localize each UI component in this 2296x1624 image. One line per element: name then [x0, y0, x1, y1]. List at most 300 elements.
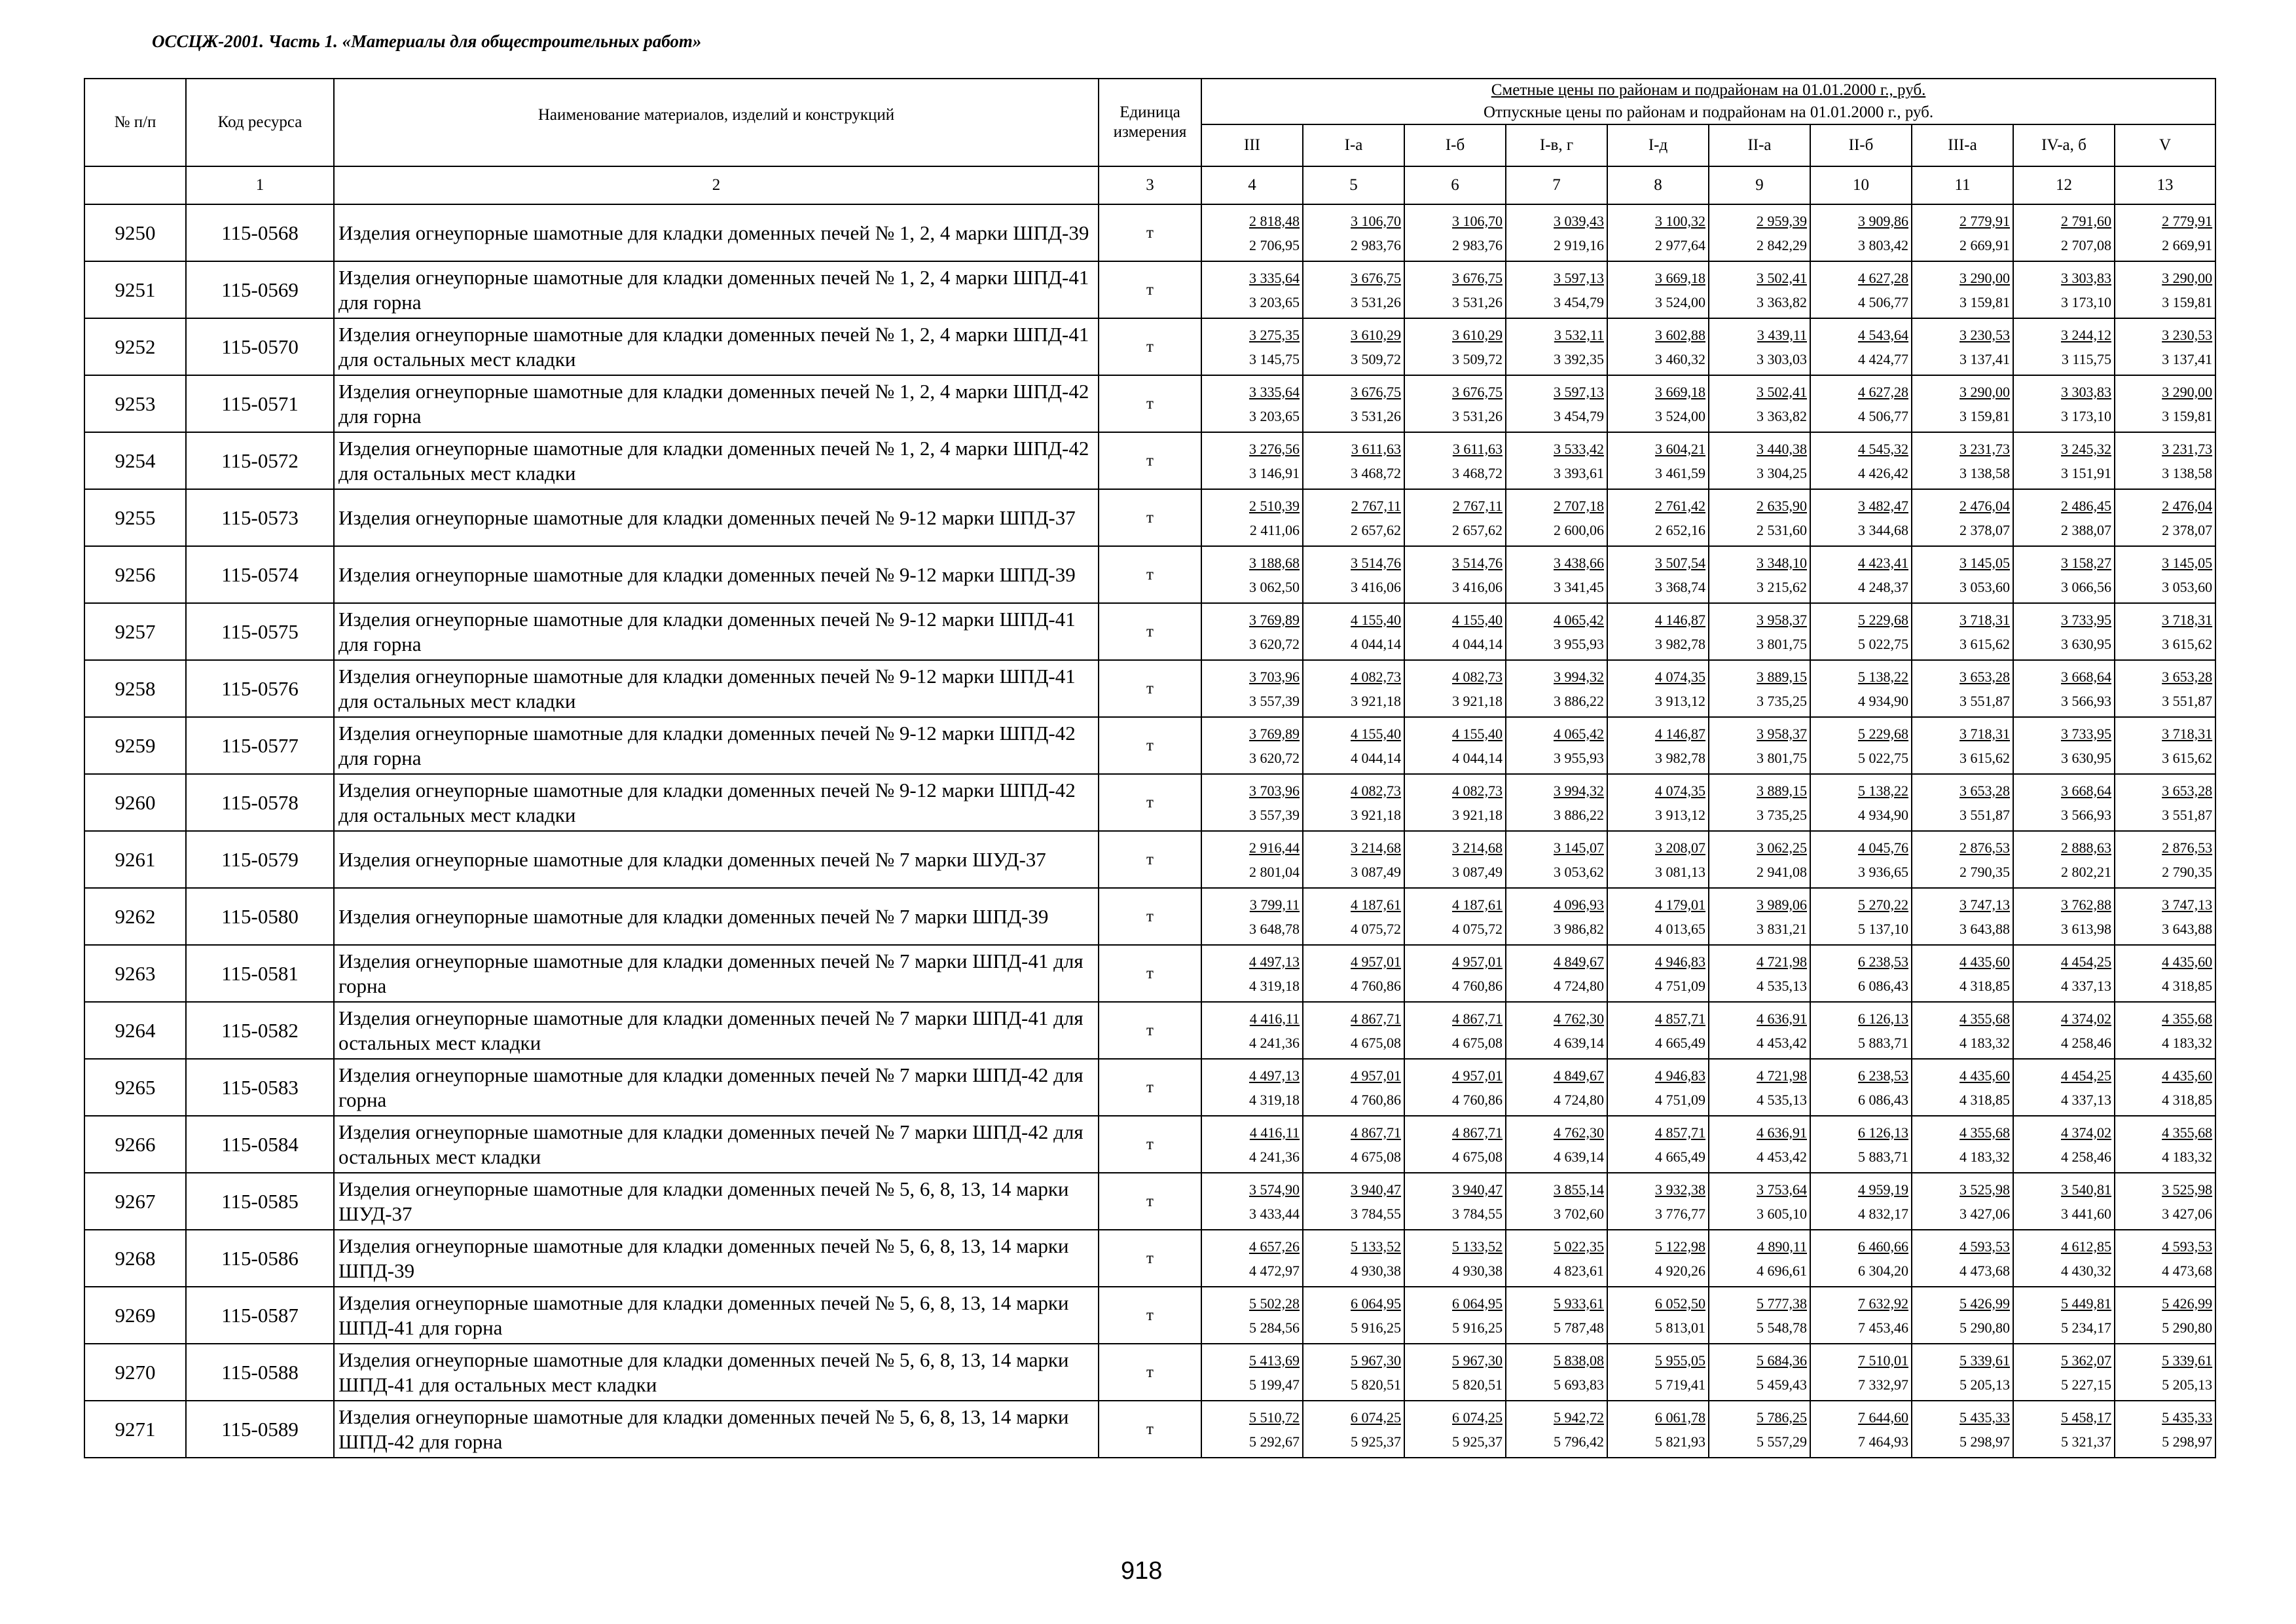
price-cell	[1404, 717, 1506, 774]
wholesale-price: 5 813,01	[1655, 1319, 1705, 1336]
price-cell	[2013, 1173, 2115, 1230]
price-cell	[1709, 204, 1810, 261]
price-cell	[1912, 660, 2013, 717]
price-cell	[1810, 261, 1912, 318]
estimated-price: 4 355,68	[1959, 1124, 2010, 1141]
row-number: 9256	[84, 546, 186, 603]
estimated-price: 4 435,60	[2162, 953, 2213, 970]
wholesale-price: 3 087,49	[1351, 863, 1401, 880]
price-cell	[1709, 1002, 1810, 1059]
price-cell	[2013, 432, 2115, 489]
wholesale-price: 5 693,83	[1554, 1376, 1604, 1393]
resource-code: 115-0583	[186, 1059, 334, 1116]
price-cell	[1404, 432, 1506, 489]
estimated-price: 4 146,87	[1655, 611, 1705, 628]
wholesale-price: 4 318,85	[1959, 977, 2010, 994]
header-unit: Единица измерения	[1099, 79, 1201, 166]
column-number: 5	[1303, 166, 1404, 204]
price-cell	[2013, 831, 2115, 888]
price-cell	[1303, 717, 1404, 774]
wholesale-price: 3 531,26	[1351, 407, 1401, 424]
estimated-price: 4 416,11	[1249, 1010, 1300, 1027]
price-cell	[2115, 774, 2215, 831]
table-row	[84, 603, 2215, 660]
estimated-price: 5 426,99	[1959, 1295, 2010, 1312]
estimated-price: 6 074,25	[1452, 1409, 1503, 1426]
estimated-price: 4 867,71	[1351, 1124, 1401, 1141]
estimated-price: 4 416,11	[1249, 1124, 1300, 1141]
wholesale-price: 3 151,91	[2061, 464, 2111, 481]
estimated-price: 3 718,31	[2162, 611, 2213, 628]
price-cell	[2115, 1002, 2215, 1059]
estimated-price: 3 602,88	[1655, 326, 1705, 343]
wholesale-price: 5 199,47	[1249, 1376, 1300, 1393]
price-cell	[1709, 660, 1810, 717]
estimated-price: 2 888,63	[2061, 839, 2111, 856]
wholesale-price: 3 557,39	[1249, 806, 1300, 823]
table-row	[84, 1287, 2215, 1344]
estimated-price: 3 718,31	[2162, 725, 2213, 742]
price-cell	[1912, 945, 2013, 1002]
wholesale-price: 5 234,17	[2061, 1319, 2111, 1336]
price-cell	[1303, 432, 1404, 489]
price-cell	[1810, 489, 1912, 546]
estimated-price: 4 045,76	[1858, 839, 1908, 856]
estimated-price: 4 435,60	[2162, 1067, 2213, 1084]
unit-of-measure: т	[1099, 603, 1201, 660]
estimated-price: 4 355,68	[2162, 1124, 2213, 1141]
estimated-price: 3 889,15	[1757, 782, 1807, 799]
price-cell	[1201, 1401, 1303, 1458]
material-name: Изделия огнеупорные шамотные для кладки доменных печей № 9-12 марки ШПД-41 для остальных мест кладки	[334, 660, 1099, 717]
wholesale-price: 3 146,91	[1249, 464, 1300, 481]
column-number: 1	[186, 166, 334, 204]
wholesale-price: 3 215,62	[1757, 578, 1807, 595]
wholesale-price: 4 013,65	[1655, 920, 1705, 937]
estimated-price: 3 597,13	[1554, 383, 1604, 400]
estimated-price: 2 767,11	[1452, 497, 1503, 514]
table-row	[84, 774, 2215, 831]
wholesale-price: 5 290,80	[1959, 1319, 2010, 1336]
header-price-group-estimated: Сметные цены по районам и подрайонам на 01.01.2000 г., руб.	[1491, 81, 1926, 99]
price-cell	[1303, 831, 1404, 888]
estimated-price: 3 958,37	[1757, 725, 1807, 742]
price-cell	[1201, 888, 1303, 945]
price-cell	[1607, 1344, 1709, 1401]
wholesale-price: 4 675,08	[1452, 1148, 1503, 1165]
price-cell	[1404, 888, 1506, 945]
estimated-price: 2 876,53	[2162, 839, 2213, 856]
estimated-price: 3 532,11	[1554, 326, 1604, 343]
price-cell	[2013, 945, 2115, 1002]
price-cell	[1912, 318, 2013, 375]
wholesale-price: 5 290,80	[2162, 1319, 2213, 1336]
wholesale-price: 3 427,06	[1959, 1205, 2010, 1222]
material-name: Изделия огнеупорные шамотные для кладки доменных печей № 7 марки ШПД-41 для остальных мест кладки	[334, 1002, 1099, 1059]
price-cell	[1810, 1059, 1912, 1116]
table-row	[84, 1230, 2215, 1287]
wholesale-price: 4 930,38	[1452, 1262, 1503, 1279]
unit-of-measure: т	[1099, 261, 1201, 318]
price-cell	[1810, 546, 1912, 603]
estimated-price: 4 849,67	[1554, 953, 1604, 970]
wholesale-price: 3 801,75	[1757, 749, 1807, 766]
estimated-price: 5 229,68	[1858, 725, 1908, 742]
resource-code: 115-0580	[186, 888, 334, 945]
resource-code: 115-0585	[186, 1173, 334, 1230]
row-number: 9251	[84, 261, 186, 318]
estimated-price: 4 155,40	[1452, 725, 1503, 742]
estimated-price: 4 636,91	[1757, 1124, 1807, 1141]
price-cell	[1404, 1116, 1506, 1173]
price-cell	[1201, 1002, 1303, 1059]
wholesale-price: 4 675,08	[1351, 1148, 1401, 1165]
wholesale-price: 3 936,65	[1858, 863, 1908, 880]
price-cell	[1709, 1059, 1810, 1116]
price-cell	[1404, 1173, 1506, 1230]
price-cell	[2115, 603, 2215, 660]
wholesale-price: 3 509,72	[1351, 350, 1401, 367]
wholesale-price: 4 183,32	[1959, 1148, 2010, 1165]
estimated-price: 4 867,71	[1452, 1010, 1503, 1027]
row-number: 9263	[84, 945, 186, 1002]
estimated-price: 3 747,13	[2162, 896, 2213, 913]
wholesale-price: 2 790,35	[2162, 863, 2213, 880]
estimated-price: 5 967,30	[1452, 1352, 1503, 1369]
wholesale-price: 4 075,72	[1452, 920, 1503, 937]
estimated-price: 3 439,11	[1757, 326, 1807, 343]
estimated-price: 4 423,41	[1858, 554, 1908, 571]
wholesale-price: 4 044,14	[1351, 749, 1401, 766]
estimated-price: 4 857,71	[1655, 1124, 1705, 1141]
price-cell	[1912, 1173, 2013, 1230]
price-cell	[1303, 375, 1404, 432]
wholesale-price: 5 227,15	[2061, 1376, 2111, 1393]
row-number: 9259	[84, 717, 186, 774]
wholesale-price: 5 821,93	[1655, 1433, 1705, 1450]
price-cell	[1201, 318, 1303, 375]
price-cell	[2013, 261, 2115, 318]
column-number: 4	[1201, 166, 1303, 204]
estimated-price: 4 497,13	[1249, 1067, 1300, 1084]
price-cell	[1912, 1401, 2013, 1458]
estimated-price: 5 435,33	[1959, 1409, 2010, 1426]
unit-of-measure: т	[1099, 717, 1201, 774]
wholesale-price: 3 921,18	[1351, 806, 1401, 823]
estimated-price: 3 653,28	[2162, 668, 2213, 685]
price-cell	[1709, 1287, 1810, 1344]
price-cell	[1607, 1059, 1709, 1116]
wholesale-price: 3 145,75	[1249, 350, 1300, 367]
material-name: Изделия огнеупорные шамотные для кладки доменных печей № 5, 6, 8, 13, 14 марки ШПД-42 для горна	[334, 1401, 1099, 1458]
wholesale-price: 2 669,91	[2162, 236, 2213, 253]
wholesale-price: 4 832,17	[1858, 1205, 1908, 1222]
price-cell	[1912, 831, 2013, 888]
estimated-price: 3 932,38	[1655, 1181, 1705, 1198]
wholesale-price: 2 657,62	[1351, 521, 1401, 538]
price-cell	[1810, 1116, 1912, 1173]
table-row	[84, 660, 2215, 717]
wholesale-price: 3 363,82	[1757, 407, 1807, 424]
price-cell	[1303, 318, 1404, 375]
wholesale-price: 5 925,37	[1351, 1433, 1401, 1450]
estimated-price: 4 946,83	[1655, 953, 1705, 970]
estimated-price: 4 497,13	[1249, 953, 1300, 970]
price-cell	[2013, 1287, 2115, 1344]
unit-of-measure: т	[1099, 660, 1201, 717]
estimated-price: 3 039,43	[1554, 212, 1604, 229]
wholesale-price: 3 392,35	[1554, 350, 1604, 367]
estimated-price: 3 231,73	[2162, 440, 2213, 457]
wholesale-price: 3 531,26	[1452, 293, 1503, 310]
price-cell	[1404, 831, 1506, 888]
wholesale-price: 3 341,45	[1554, 578, 1604, 595]
wholesale-price: 3 363,82	[1757, 293, 1807, 310]
estimated-price: 7 510,01	[1858, 1352, 1908, 1369]
resource-code: 115-0588	[186, 1344, 334, 1401]
resource-code: 115-0587	[186, 1287, 334, 1344]
estimated-price: 4 065,42	[1554, 725, 1604, 742]
wholesale-price: 3 566,93	[2061, 806, 2111, 823]
estimated-price: 5 933,61	[1554, 1295, 1604, 1312]
header-district: II-б	[1810, 124, 1912, 166]
column-number: 10	[1810, 166, 1912, 204]
price-cell	[2115, 831, 2215, 888]
wholesale-price: 4 183,32	[1959, 1034, 2010, 1051]
price-cell	[2013, 204, 2115, 261]
estimated-price: 3 703,96	[1249, 782, 1300, 799]
estimated-price: 4 957,01	[1351, 953, 1401, 970]
estimated-price: 5 449,81	[2061, 1295, 2111, 1312]
material-name: Изделия огнеупорные шамотные для кладки доменных печей № 9-12 марки ШПД-39	[334, 546, 1099, 603]
estimated-price: 6 064,95	[1351, 1295, 1401, 1312]
resource-code: 115-0574	[186, 546, 334, 603]
price-cell	[1303, 888, 1404, 945]
wholesale-price: 3 053,60	[2162, 578, 2213, 595]
price-cell	[1506, 1344, 1607, 1401]
column-number: 6	[1404, 166, 1506, 204]
wholesale-price: 3 203,65	[1249, 407, 1300, 424]
unit-of-measure: т	[1099, 831, 1201, 888]
estimated-price: 2 486,45	[2061, 497, 2111, 514]
wholesale-price: 2 600,06	[1554, 521, 1604, 538]
wholesale-price: 4 473,68	[2162, 1262, 2213, 1279]
estimated-price: 5 684,36	[1757, 1352, 1807, 1369]
resource-code: 115-0575	[186, 603, 334, 660]
estimated-price: 5 133,52	[1452, 1238, 1503, 1255]
estimated-price: 2 791,60	[2061, 212, 2111, 229]
price-cell	[2115, 261, 2215, 318]
price-cell	[2013, 660, 2115, 717]
estimated-price: 4 082,73	[1351, 668, 1401, 685]
material-name: Изделия огнеупорные шамотные для кладки доменных печей № 9-12 марки ШПД-37	[334, 489, 1099, 546]
row-number: 9270	[84, 1344, 186, 1401]
estimated-price: 4 179,01	[1655, 896, 1705, 913]
wholesale-price: 4 183,32	[2162, 1148, 2213, 1165]
estimated-price: 2 510,39	[1249, 497, 1300, 514]
price-cell	[1201, 546, 1303, 603]
price-cell	[2115, 945, 2215, 1002]
wholesale-price: 4 183,32	[2162, 1034, 2213, 1051]
wholesale-price: 3 886,22	[1554, 692, 1604, 709]
table-row	[84, 1173, 2215, 1230]
wholesale-price: 3 551,87	[2162, 806, 2213, 823]
row-number: 9262	[84, 888, 186, 945]
estimated-price: 5 362,07	[2061, 1352, 2111, 1369]
wholesale-price: 3 955,93	[1554, 749, 1604, 766]
wholesale-price: 4 453,42	[1757, 1034, 1807, 1051]
price-cell	[2115, 1344, 2215, 1401]
wholesale-price: 3 468,72	[1452, 464, 1503, 481]
row-number: 9264	[84, 1002, 186, 1059]
row-number: 9271	[84, 1401, 186, 1458]
wholesale-price: 3 955,93	[1554, 635, 1604, 652]
estimated-price: 2 779,91	[1959, 212, 2010, 229]
wholesale-price: 3 066,56	[2061, 578, 2111, 595]
estimated-price: 3 208,07	[1655, 839, 1705, 856]
wholesale-price: 4 760,86	[1452, 977, 1503, 994]
estimated-price: 3 733,95	[2061, 725, 2111, 742]
price-cell	[1404, 261, 1506, 318]
estimated-price: 3 676,75	[1351, 269, 1401, 286]
estimated-price: 6 061,78	[1655, 1409, 1705, 1426]
estimated-price: 3 145,07	[1554, 839, 1604, 856]
price-cell	[1201, 717, 1303, 774]
estimated-price: 3 230,53	[1959, 326, 2010, 343]
price-cell	[1506, 660, 1607, 717]
price-cell	[2115, 888, 2215, 945]
price-cell	[1506, 945, 1607, 1002]
price-cell	[1912, 546, 2013, 603]
price-cell	[1607, 1116, 1709, 1173]
wholesale-price: 3 138,58	[1959, 464, 2010, 481]
price-cell	[1607, 888, 1709, 945]
price-cell	[2115, 717, 2215, 774]
estimated-price: 3 145,05	[2162, 554, 2213, 571]
resource-code: 115-0577	[186, 717, 334, 774]
row-number: 9255	[84, 489, 186, 546]
material-name: Изделия огнеупорные шамотные для кладки доменных печей № 1, 2, 4 марки ШПД-42 для горна	[334, 375, 1099, 432]
resource-code: 115-0571	[186, 375, 334, 432]
price-cell	[1709, 318, 1810, 375]
estimated-price: 4 762,30	[1554, 1124, 1604, 1141]
price-cell	[1506, 1401, 1607, 1458]
price-cell	[1404, 489, 1506, 546]
estimated-price: 3 994,32	[1554, 782, 1604, 799]
price-cell	[1709, 546, 1810, 603]
wholesale-price: 4 241,36	[1249, 1148, 1300, 1165]
estimated-price: 3 653,28	[1959, 668, 2010, 685]
wholesale-price: 3 702,60	[1554, 1205, 1604, 1222]
estimated-price: 4 890,11	[1757, 1238, 1807, 1255]
wholesale-price: 4 934,90	[1858, 806, 1908, 823]
price-cell	[1607, 432, 1709, 489]
wholesale-price: 5 284,56	[1249, 1319, 1300, 1336]
price-cell	[2013, 603, 2115, 660]
price-cell	[1303, 489, 1404, 546]
estimated-price: 3 440,38	[1757, 440, 1807, 457]
wholesale-price: 3 159,81	[2162, 293, 2213, 310]
wholesale-price: 3 433,44	[1249, 1205, 1300, 1222]
wholesale-price: 2 388,07	[2061, 521, 2111, 538]
wholesale-price: 5 719,41	[1655, 1376, 1705, 1393]
price-cell	[2115, 546, 2215, 603]
estimated-price: 3 275,35	[1249, 326, 1300, 343]
header-district: I-б	[1404, 124, 1506, 166]
wholesale-price: 5 916,25	[1452, 1319, 1503, 1336]
estimated-price: 2 476,04	[1959, 497, 2010, 514]
wholesale-price: 4 318,85	[2162, 1091, 2213, 1108]
price-cell	[2115, 660, 2215, 717]
wholesale-price: 3 115,75	[2061, 350, 2111, 367]
wholesale-price: 4 472,97	[1249, 1262, 1300, 1279]
estimated-price: 5 955,05	[1655, 1352, 1705, 1369]
estimated-price: 4 074,35	[1655, 668, 1705, 685]
wholesale-price: 4 424,77	[1858, 350, 1908, 367]
wholesale-price: 3 427,06	[2162, 1205, 2213, 1222]
wholesale-price: 4 675,08	[1452, 1034, 1503, 1051]
wholesale-price: 3 643,88	[2162, 920, 2213, 937]
wholesale-price: 5 916,25	[1351, 1319, 1401, 1336]
estimated-price: 3 438,66	[1554, 554, 1604, 571]
price-cell	[1506, 261, 1607, 318]
wholesale-price: 4 473,68	[1959, 1262, 2010, 1279]
estimated-price: 3 106,70	[1351, 212, 1401, 229]
wholesale-price: 4 044,14	[1452, 749, 1503, 766]
price-cell	[1912, 603, 2013, 660]
price-cell	[2115, 204, 2215, 261]
estimated-price: 3 514,76	[1452, 554, 1503, 571]
column-number: 13	[2115, 166, 2215, 204]
wholesale-price: 3 648,78	[1249, 920, 1300, 937]
estimated-price: 3 747,13	[1959, 896, 2010, 913]
price-cell	[1201, 1059, 1303, 1116]
wholesale-price: 2 531,60	[1757, 521, 1807, 538]
row-number: 9268	[84, 1230, 186, 1287]
estimated-price: 3 290,00	[1959, 269, 2010, 286]
estimated-price: 3 909,86	[1858, 212, 1908, 229]
wholesale-price: 3 509,72	[1452, 350, 1503, 367]
estimated-price: 2 635,90	[1757, 497, 1807, 514]
price-cell	[1709, 1230, 1810, 1287]
estimated-price: 6 126,13	[1858, 1010, 1908, 1027]
wholesale-price: 3 524,00	[1655, 293, 1705, 310]
wholesale-price: 7 464,93	[1858, 1433, 1908, 1450]
price-cell	[1404, 546, 1506, 603]
estimated-price: 3 611,63	[1452, 440, 1503, 457]
price-cell	[1607, 546, 1709, 603]
wholesale-price: 3 081,13	[1655, 863, 1705, 880]
estimated-price: 4 957,01	[1351, 1067, 1401, 1084]
wholesale-price: 3 551,87	[2162, 692, 2213, 709]
estimated-price: 5 413,69	[1249, 1352, 1300, 1369]
estimated-price: 3 574,90	[1249, 1181, 1300, 1198]
price-cell	[1506, 717, 1607, 774]
row-number: 9265	[84, 1059, 186, 1116]
wholesale-price: 4 535,13	[1757, 977, 1807, 994]
estimated-price: 3 753,64	[1757, 1181, 1807, 1198]
estimated-price: 3 482,47	[1858, 497, 1908, 514]
price-cell	[1506, 888, 1607, 945]
estimated-price: 3 889,15	[1757, 668, 1807, 685]
wholesale-price: 3 524,00	[1655, 407, 1705, 424]
estimated-price: 3 231,73	[1959, 440, 2010, 457]
price-cell	[2013, 774, 2115, 831]
unit-of-measure: т	[1099, 546, 1201, 603]
unit-of-measure: т	[1099, 489, 1201, 546]
price-table	[84, 78, 2216, 1458]
estimated-price: 3 718,31	[1959, 611, 2010, 628]
